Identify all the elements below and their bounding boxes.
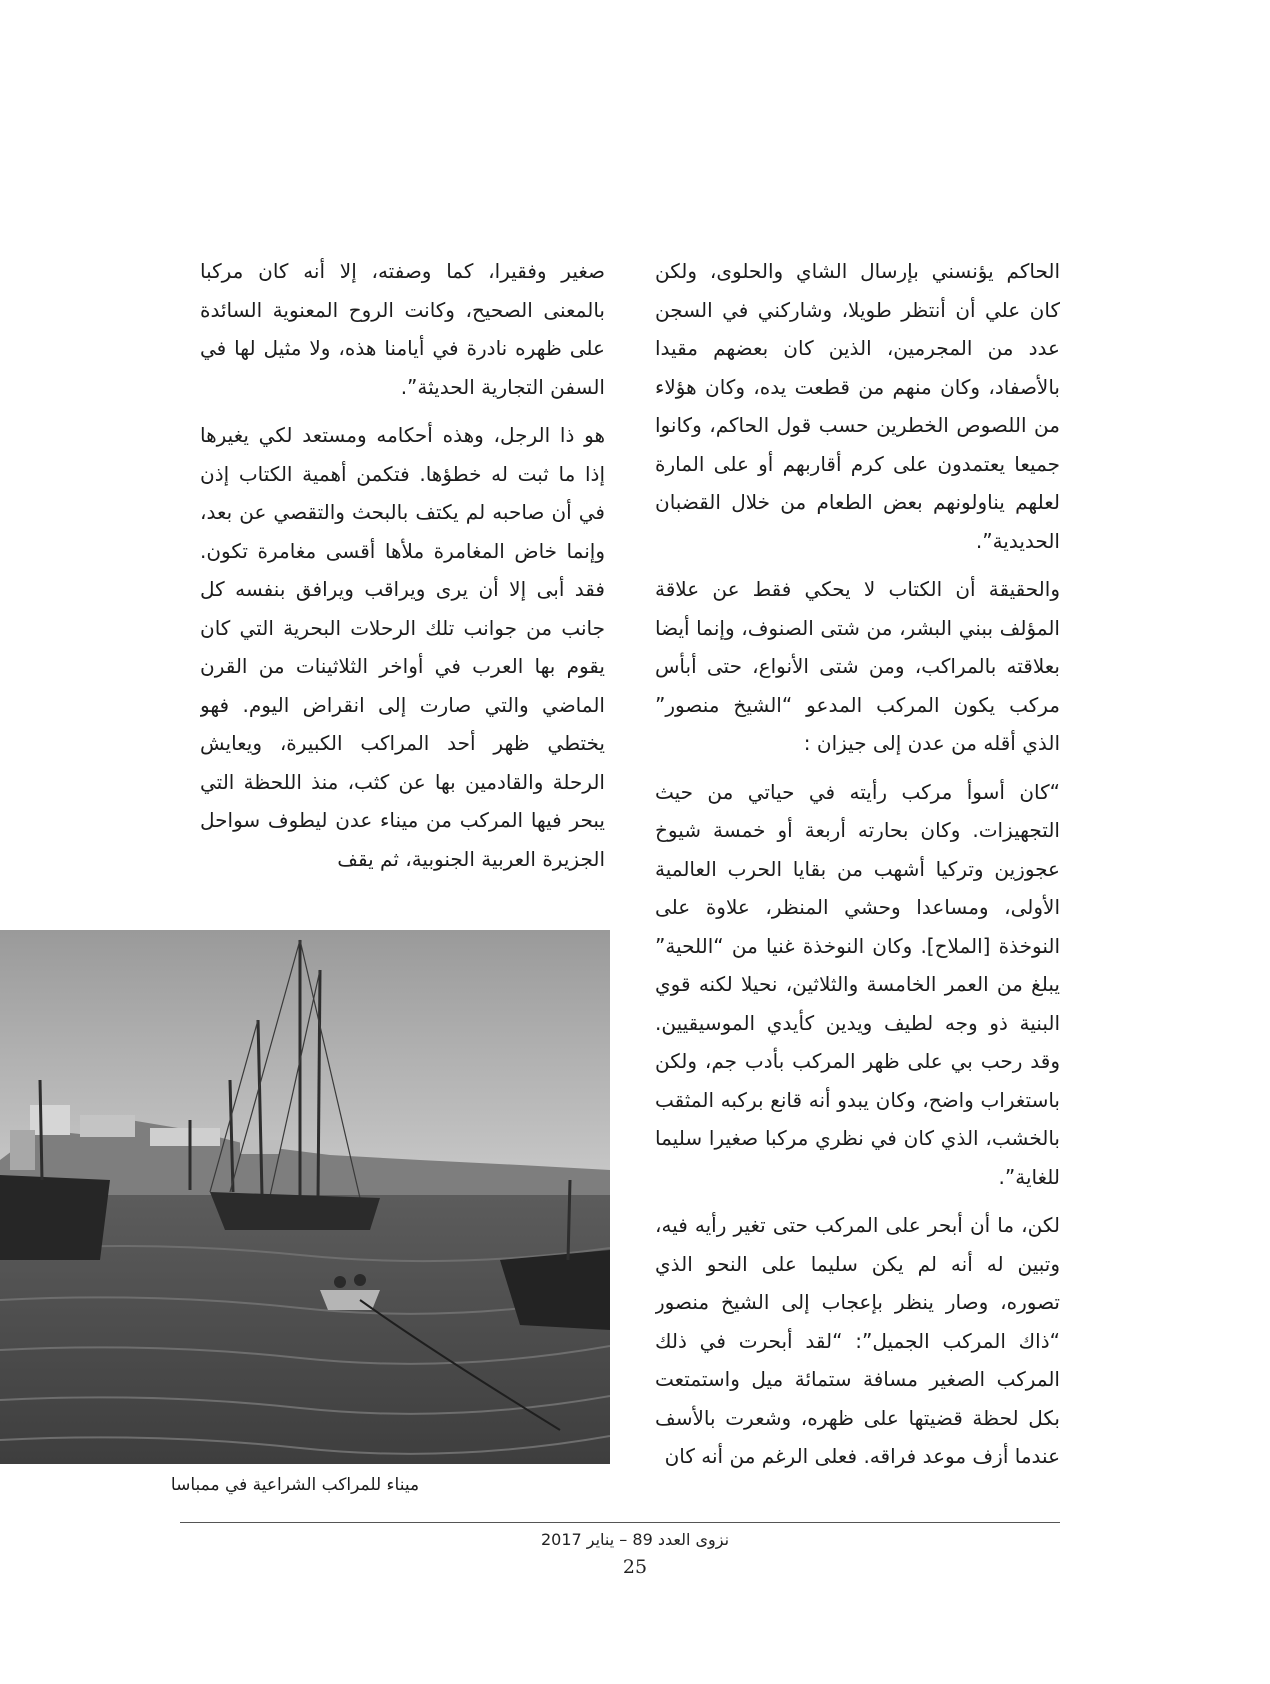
harbor-photo-illustration [0, 930, 610, 1464]
paragraph: والحقيقة أن الكتاب لا يحكي فقط عن علاقة المؤلف ببني البشر، من شتى الصنوف، وإنما أيضا بعلاقته بالمراكب، ومن شتى الأنواع، حتى أبأس مركب يكون المركب المدعو “الشيخ منصور” الذي أقله من عدن إلى جيزان : [655, 577, 1060, 755]
paragraph: هو ذا الرجل، وهذه أحكامه ومستعد لكي يغيرها إذا ما ثبت له خطؤها. فتكمن أهمية الكتاب إذن في أن صاحبه لم يكتف بالبحث والتقصي عن بعد، وإنما خاض المغامرة ملأها أقسى مغامرة تكون. فقد أبى إلا أن يرى ويراقب ويرافق بنفسه كل جانب من جوانب تلك الرحلات البحرية التي كان يقوم بها العرب في أواخر الثلاثينات من القرن الماضي والتي صارت إلى انقراض اليوم. فهو يختطي ظهر أحد المراكب الكبيرة، ويعايش الرحلة والقادمين بها عن كثب، منذ اللحظة التي يبحر فيها المركب من ميناء عدن ليطوف سواحل الجزيرة العربية الجنوبية، ثم يقف [200, 423, 605, 871]
paragraph: “كان أسوأ مركب رأيته في حياتي من حيث التجهيزات. وكان بحارته أربعة أو خمسة شيوخ عجوزين وتركيا أشهب من بقايا الحرب العالمية الأولى، ومساعدا وحشي المنظر، علاوة على النوخذة [الملاح]. وكان النوخذة غنيا من “اللحية” يبلغ من العمر الخامسة والثلاثين، نحيلا لكنه قوي البنية ذو وجه لطيف ويدين كأيدي الموسيقيين. وقد رحب بي على ظهر المركب بأدب جم، ولكن باستغراب واضح، وكان يبدو أنه قانع بركبه المثقب بالخشب، الذي كان في نظري مركبا صغيرا سليما للغاية”. [655, 779, 1060, 1189]
footer-issue-info: نزوى العدد 89 – يناير 2017 [540, 1530, 730, 1549]
paragraph: لكن، ما أن أبحر على المركب حتى تغير رأيه فيه، وتبين له أنه لم يكن سليما على النحو الذي تصوره، وصار ينظر بإعجاب إلى الشيخ منصور “ذاك المركب الجميل”: “لقد أبحرت في ذلك المركب الصغير مسافة ستمائة ميل واستمتعت بكل لحظة قضيتها على ظهره، وشعرت بالأسف عندما أزف موعد فراقه. فعلى الرغم من أنه كان [655, 1213, 1060, 1468]
paragraph: صغير وفقيرا، كما وصفته، إلا أنه كان مركبا بالمعنى الصحيح، وكانت الروح المعنوية السائدة على ظهره نادرة في أيامنا هذه، ولا مثيل لها في السفن التجارية الحديثة”. [200, 259, 605, 399]
footer-divider [180, 1522, 1060, 1523]
paragraph: الحاكم يؤنسني بإرسال الشاي والحلوى، ولكن كان علي أن أنتظر طويلا، وشاركني في السجن عدد من المجرمين، الذين كان بعضهم مقيدا بالأصفاد، وكان منهم من قطعت يده، وكان هؤلاء من اللصوص الخطرين حسب قول الحاكم، وكانوا جميعا يعتمدون على كرم أقاربهم أو على المارة لعلهم يناولونهم بعض الطعام من خلال القضبان الحديدية”. [655, 259, 1060, 553]
harbor-photo [0, 930, 610, 1464]
page-number: 25 [622, 1556, 648, 1578]
photo-caption: ميناء للمراكب الشراعية في ممباسا [170, 1475, 420, 1495]
article-right-column [655, 252, 1060, 1492]
article-left-column [200, 252, 605, 922]
